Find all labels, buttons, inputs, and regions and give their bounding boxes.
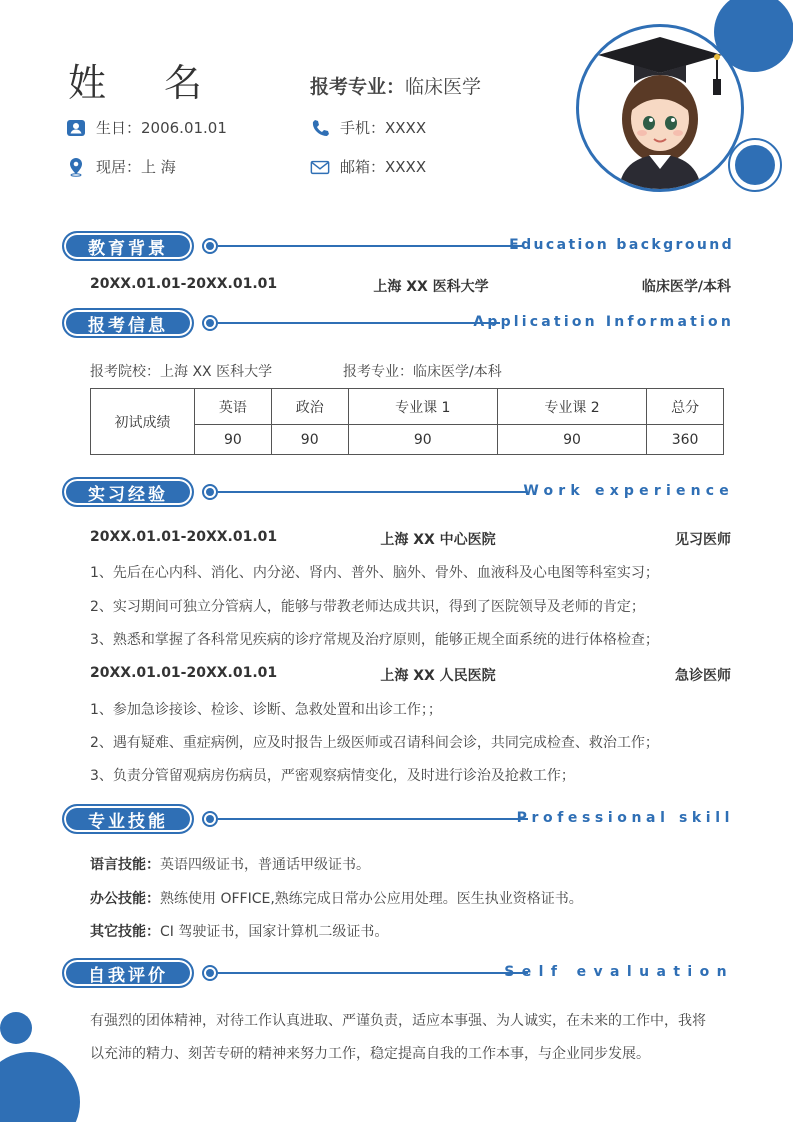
skill-item <box>90 888 583 908</box>
section-dot <box>202 484 218 500</box>
table-cell: 90 <box>271 425 348 455</box>
section-header-application <box>62 308 734 338</box>
section-header-work <box>62 477 734 507</box>
education-degree: 临床医学/本科 <box>641 279 731 295</box>
skill-item <box>90 854 370 874</box>
table-cell: 90 <box>348 425 497 455</box>
decor-circle-bottom-left-small <box>0 1012 32 1044</box>
decor-circle-avatar-small <box>728 138 782 192</box>
table-header-cell: 总分 <box>647 389 724 425</box>
section-title-education: 教育背景 <box>62 231 194 261</box>
section-en-work: Work experience <box>523 483 734 499</box>
skill-item <box>90 921 388 941</box>
job-date: 20XX.01.01-20XX.01.01 <box>90 665 278 681</box>
section-header-skills <box>62 804 734 834</box>
header-major <box>310 72 481 99</box>
table-cell: 90 <box>497 425 646 455</box>
table-header-cell: 政治 <box>271 389 348 425</box>
decor-circle-bottom-left-large <box>0 1052 80 1122</box>
info-email <box>310 156 426 177</box>
self-evaluation-line: 以充沛的精力、刻苦专研的精神来努力工作，稳定提高自我的工作本事，与企业同步发展。 <box>90 1046 650 1062</box>
info-email-text: 邮箱：XXXX <box>340 158 427 176</box>
info-birth-text: 生日：2006.01.01 <box>96 119 227 137</box>
list-item: 1、参加急诊接诊、检诊、诊断、急救处置和出诊工作；； <box>90 702 442 718</box>
job-place: 上海 XX 中心医院 <box>380 532 496 548</box>
job-date: 20XX.01.01-20XX.01.01 <box>90 529 278 545</box>
info-birth <box>66 117 227 138</box>
id-card-icon <box>66 118 86 138</box>
list-item: 3、熟悉和掌握了各科常见疾病的诊疗常规及治疗原则，能够正规全面系统的进行体格检查； <box>90 632 659 648</box>
section-en-skills: Professional skill <box>516 810 734 826</box>
section-title-self: 自我评价 <box>62 958 194 988</box>
section-en-education: Education background <box>509 237 734 253</box>
table-row <box>91 389 724 425</box>
skill-label: 其它技能： <box>90 924 160 940</box>
section-en-application: Application Information <box>473 314 734 330</box>
mail-icon <box>310 157 330 177</box>
education-school: 上海 XX 医科大学 <box>373 279 489 295</box>
skill-text: 英语四级证书，普通话甲级证书。 <box>160 857 370 873</box>
skill-text: 熟练使用 OFFICE,熟练完成日常办公应用处理。医生执业资格证书。 <box>160 891 583 907</box>
section-title-work: 实习经验 <box>62 477 194 507</box>
section-dot <box>202 965 218 981</box>
info-phone <box>310 117 426 138</box>
list-item: 2、遇有疑难、重症病例，应及时报告上级医师或召请科间会诊，共同完成检查、救治工作； <box>90 735 659 751</box>
job-place: 上海 XX 人民医院 <box>380 668 496 684</box>
avatar <box>576 24 744 192</box>
skill-text: CI 驾驶证书，国家计算机二级证书。 <box>160 924 389 940</box>
application-major: 报考专业：临床医学/本科 <box>343 364 502 380</box>
job-role: 见习医师 <box>675 532 731 548</box>
section-dot <box>202 315 218 331</box>
skill-label: 语言技能： <box>90 857 160 873</box>
section-header-self <box>62 958 734 988</box>
info-home-text: 现居：上 海 <box>96 158 176 176</box>
info-phone-text: 手机：XXXX <box>340 119 427 137</box>
table-header-cell: 英语 <box>195 389 272 425</box>
section-header-education <box>62 231 734 261</box>
section-title-application: 报考信息 <box>62 308 194 338</box>
list-item: 1、先后在心内科、消化、内分泌、肾内、普外、脑外、骨外、血液科及心电图等科室实习； <box>90 565 659 581</box>
table-header-cell: 专业课 2 <box>497 389 646 425</box>
table-header-cell: 专业课 1 <box>348 389 497 425</box>
header-major-label: 报考专业： <box>310 76 406 98</box>
score-table <box>90 388 724 455</box>
section-en-self: Self evaluation <box>504 964 734 980</box>
table-cell: 360 <box>647 425 724 455</box>
section-divider <box>218 972 528 974</box>
list-item: 2、实习期间可独立分管病人，能够与带教老师达成共识，得到了医院领导及老师的肯定； <box>90 599 645 615</box>
location-pin-icon <box>66 157 86 177</box>
section-divider <box>218 491 526 493</box>
phone-icon <box>310 118 330 138</box>
education-date: 20XX.01.01-20XX.01.01 <box>90 276 278 292</box>
section-divider <box>218 245 524 247</box>
table-cell: 90 <box>195 425 272 455</box>
skill-label: 办公技能： <box>90 891 160 907</box>
header-major-value: 临床医学 <box>405 76 482 98</box>
section-dot <box>202 238 218 254</box>
self-evaluation-line: 有强烈的团体精神，对待工作认真进取、严谨负责，适应本事强、为人诚实，在未来的工作中，我将 <box>90 1013 706 1029</box>
section-dot <box>202 811 218 827</box>
job-role: 急诊医师 <box>675 668 731 684</box>
candidate-name: 姓名 <box>68 61 261 105</box>
section-title-skills: 专业技能 <box>62 804 194 834</box>
section-divider <box>218 322 500 324</box>
application-school: 报考院校：上海 XX 医科大学 <box>90 364 273 380</box>
list-item: 3、负责分管留观病房伤病员，严密观察病情变化，及时进行诊治及抢救工作； <box>90 768 575 784</box>
info-home <box>66 156 176 177</box>
section-divider <box>218 818 528 820</box>
score-row-label: 初试成绩 <box>91 389 195 455</box>
